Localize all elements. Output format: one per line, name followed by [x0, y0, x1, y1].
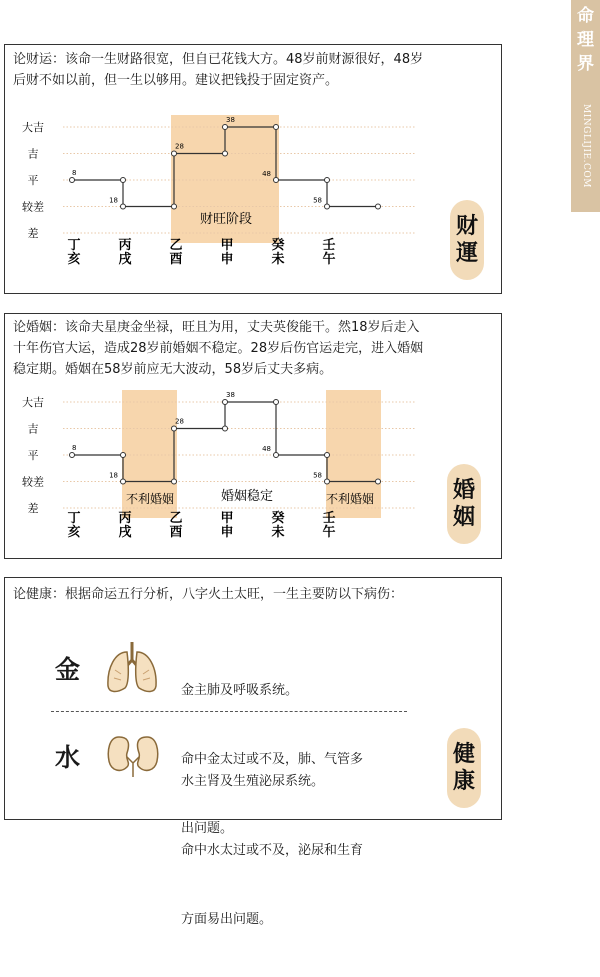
- water-description: 水主肾及生殖泌尿系统。 命中水太过或不及，泌尿和生育 方面易出问题。: [181, 774, 364, 927]
- kidneys-icon: [105, 733, 161, 777]
- wealth-year-top: 壬: [322, 238, 336, 253]
- marriage-year-top: 丙: [118, 511, 132, 526]
- marriage-age-label: 28: [175, 417, 184, 426]
- wealth-point-marker: [325, 178, 330, 183]
- wealth-year-top: 癸: [271, 238, 285, 253]
- marriage-chart: [5, 314, 501, 558]
- marriage-point-marker: [172, 479, 177, 484]
- marriage-text-line-3: 稳定期。婚姻在58岁前应无大波动，58岁后丈夫多病。: [13, 362, 333, 377]
- marriage-year-top: 丁: [67, 511, 81, 526]
- marriage-year-top: 壬: [322, 511, 336, 526]
- wealth-level-label: 大吉: [22, 121, 44, 134]
- wealth-point-marker: [325, 204, 330, 209]
- marriage-year-top: 癸: [271, 511, 285, 526]
- marriage-point-marker: [274, 453, 279, 458]
- wealth-year-top: 甲: [220, 238, 234, 253]
- wealth-point-marker: [274, 125, 279, 130]
- wealth-point-marker: [223, 125, 228, 130]
- wealth-age-label: 28: [175, 142, 184, 151]
- marriage-age-label: 18: [109, 471, 118, 480]
- health-panel: [4, 577, 502, 927]
- side-tab-title: 命 理 界: [577, 6, 594, 74]
- marriage-age-label: 58: [313, 471, 322, 480]
- marriage-point-marker: [376, 479, 381, 484]
- wealth-year-bottom: 戌: [118, 252, 132, 267]
- wealth-age-label: 18: [109, 196, 118, 205]
- marriage-year-bottom: 酉: [169, 525, 183, 540]
- marriage-year-bottom: 戌: [118, 525, 132, 540]
- marriage-year-bottom: 申: [220, 525, 234, 540]
- marriage-year-bottom: 未: [271, 525, 285, 540]
- wealth-age-label: 38: [226, 116, 235, 124]
- marriage-year-top: 甲: [220, 511, 234, 526]
- wealth-text-line-1: 论财运：该命一生财路很宽，但自已花钱大方。48岁前财源很好，48岁: [13, 52, 424, 67]
- wealth-point-marker: [223, 151, 228, 156]
- marriage-point-marker: [223, 400, 228, 405]
- marriage-point-marker: [223, 426, 228, 431]
- wealth-year-bottom: 未: [271, 252, 285, 267]
- wealth-badge: 财 運: [450, 200, 484, 280]
- marriage-level-label: 大吉: [22, 396, 44, 409]
- lungs-icon: [103, 638, 161, 696]
- marriage-point-marker: [274, 400, 279, 405]
- marriage-point-marker: [325, 479, 330, 484]
- marriage-year-bottom: 午: [322, 525, 336, 540]
- wealth-year-bottom: 酉: [169, 252, 183, 267]
- marriage-level-label: 吉: [27, 422, 39, 436]
- wealth-point-marker: [172, 151, 177, 156]
- marriage-age-label: 8: [72, 444, 77, 452]
- wealth-level-label: 较差: [22, 200, 44, 214]
- wealth-age-label: 8: [72, 169, 77, 177]
- metal-description: 金主肺及呼吸系统。 命中金太过或不及，肺、气管多 出问题。: [181, 683, 364, 836]
- wealth-chart: [5, 45, 501, 293]
- marriage-panel: [4, 313, 502, 559]
- wealth-year-bottom: 午: [322, 252, 336, 267]
- wealth-panel: [4, 44, 502, 294]
- health-badge: 健 康: [447, 728, 481, 808]
- marriage-level-label: 差: [27, 502, 39, 515]
- marriage-age-label: 48: [262, 445, 271, 453]
- marriage-point-marker: [325, 453, 330, 458]
- side-tab-latin: MINGLIJIE.COM: [580, 104, 591, 188]
- wealth-point-marker: [172, 204, 177, 209]
- wealth-year-bottom: 申: [220, 252, 234, 267]
- wealth-point-marker: [70, 178, 75, 183]
- wealth-year-top: 丙: [118, 238, 132, 253]
- marriage-badge: 婚 姻: [447, 464, 481, 544]
- marriage-zone-1-label: 不利婚姻: [125, 492, 175, 506]
- wealth-year-bottom: 亥: [67, 252, 81, 267]
- marriage-year-bottom: 亥: [67, 525, 81, 540]
- wealth-level-label: 吉: [27, 147, 39, 161]
- metal-element-label: 金: [55, 655, 81, 684]
- wealth-age-label: 48: [262, 170, 271, 178]
- marriage-age-label: 38: [226, 391, 235, 399]
- wealth-year-top: 乙: [169, 238, 183, 253]
- marriage-level-label: 平: [27, 449, 39, 462]
- marriage-point-marker: [121, 453, 126, 458]
- marriage-text-line-2: 十年伤官大运，造成28岁前婚姻不稳定。28岁后伤官运走完，进入婚姻: [13, 341, 424, 356]
- wealth-age-label: 58: [313, 196, 322, 205]
- wealth-text-line-2: 后财不如以前，但一生以够用。建议把钱投于固定资产。: [13, 73, 339, 88]
- marriage-middle-label: 婚姻稳定: [220, 489, 274, 504]
- marriage-level-label: 较差: [22, 475, 44, 489]
- water-element-label: 水: [55, 743, 81, 772]
- marriage-text-line-1: 论婚姻：该命夫星庚金坐禄，旺且为用，丈夫英俊能干。然18岁后走入: [13, 320, 420, 335]
- health-text: 论健康：根据命运五行分析，八字火土太旺，一生主要防以下病伤：: [13, 587, 404, 602]
- side-tab: [571, 0, 600, 212]
- wealth-point-marker: [376, 204, 381, 209]
- wealth-year-top: 丁: [67, 238, 81, 253]
- wealth-zone-label: 财旺阶段: [199, 212, 253, 227]
- wealth-point-marker: [121, 178, 126, 183]
- marriage-zone-2-label: 不利婚姻: [325, 492, 375, 506]
- marriage-year-top: 乙: [169, 511, 183, 526]
- wealth-level-label: 平: [27, 174, 39, 187]
- wealth-point-marker: [274, 178, 279, 183]
- wealth-level-label: 差: [27, 227, 39, 240]
- marriage-point-marker: [70, 453, 75, 458]
- marriage-point-marker: [121, 479, 126, 484]
- marriage-point-marker: [172, 426, 177, 431]
- section-divider: [51, 711, 407, 712]
- wealth-point-marker: [121, 204, 126, 209]
